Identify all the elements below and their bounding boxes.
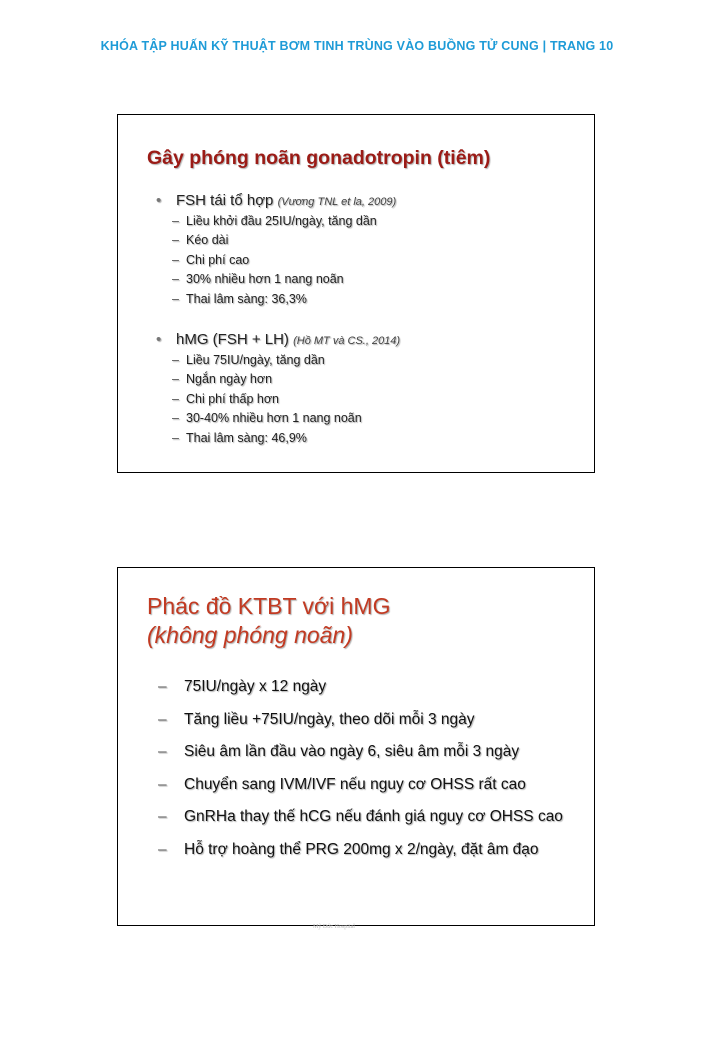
list-item: – Siêu âm lần đầu vào ngày 6, siêu âm mỗi 3 ngày	[158, 743, 520, 761]
list-item: – Chi phí thấp hơn	[172, 391, 279, 406]
list-item: – 30-40% nhiều hơn 1 nang noãn	[172, 411, 362, 426]
list-item: – Chi phí cao	[172, 252, 250, 267]
list-item: – Liều khởi đầu 25IU/ngày, tăng dần	[172, 214, 377, 228]
page-header: KHÓA TẬP HUẤN KỸ THUẬT BƠM TINH TRÙNG VÀO BUỒNG TỬ CUNG | TRANG 10	[100, 39, 614, 53]
slide-gonadotropin	[117, 114, 595, 473]
bullet-dot-icon: •	[156, 331, 162, 348]
bullet-label: hMG (FSH + LH)	[176, 331, 289, 348]
sub-list	[156, 351, 400, 448]
reference-citation: (Hồ MT và CS., 2014)	[293, 335, 401, 347]
slide-title	[147, 592, 390, 650]
list-item: – 75IU/ngày x 12 ngày	[158, 678, 327, 695]
slide-ktbt-hmg	[117, 567, 595, 930]
list-item: – Thai lâm sàng: 46,9%	[172, 430, 307, 445]
list-item: – Thai lâm sàng: 36,3%	[172, 291, 307, 306]
bullet-group-hmg	[156, 331, 400, 448]
list-item: – GnRHa thay thế hCG nếu đánh giá nguy cơ OHSS cao	[158, 808, 563, 826]
bullet-item	[156, 192, 396, 209]
slide-footer: Mỹ Đức Hospital	[313, 924, 355, 930]
slide-title: Gây phóng noãn gonadotropin (tiêm)	[147, 147, 491, 169]
sub-list	[156, 212, 396, 309]
list-item: – Ngắn ngày hơn	[172, 372, 273, 387]
list-item: – Chuyển sang IVM/IVF nếu nguy cơ OHSS rất cao	[158, 775, 526, 793]
bullet-item	[156, 331, 400, 348]
bullet-dot-icon: •	[156, 192, 162, 209]
slide-title-line2: (không phóng noãn)	[147, 622, 353, 648]
slide-title-line1: Phác đồ KTBT với hMG	[147, 593, 391, 619]
reference-citation: (Vương TNL et la, 2009)	[277, 196, 397, 208]
list-item: – Tăng liều +75IU/ngày, theo dõi mỗi 3 ngày	[158, 710, 475, 728]
list-item: – Liều 75IU/ngày, tăng dần	[172, 353, 325, 367]
list-item: – Kéo dài	[172, 233, 229, 248]
bullet-group-fsh	[156, 192, 396, 309]
list-item: – Hỗ trợ hoàng thể PRG 200mg x 2/ngày, đặt âm đạo	[158, 840, 539, 858]
protocol-list	[158, 671, 563, 867]
bullet-label: FSH tái tổ hợp	[176, 192, 274, 209]
list-item: – 30% nhiều hơn 1 nang noãn	[172, 272, 344, 287]
